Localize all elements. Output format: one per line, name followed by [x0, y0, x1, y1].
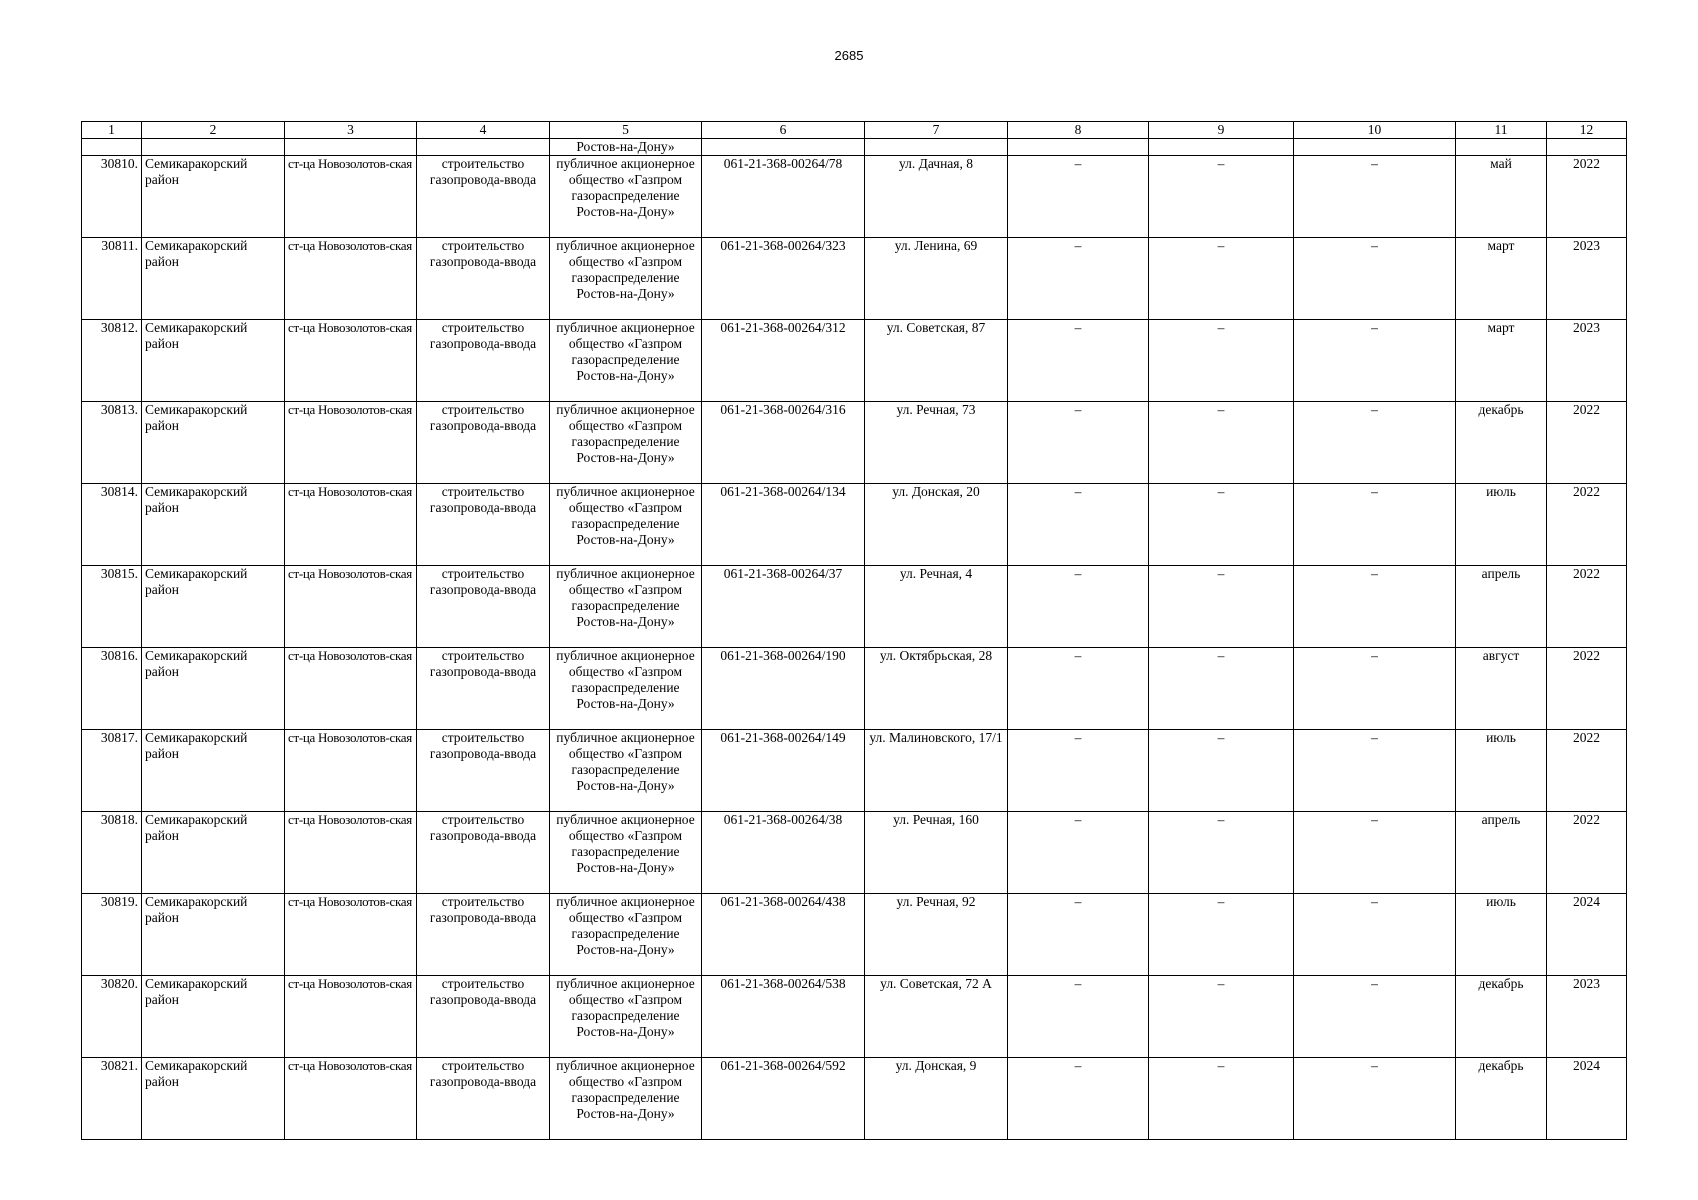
column-8-cell: – [1008, 894, 1149, 976]
column-9-cell: – [1149, 812, 1294, 894]
row-number: 30811. [82, 238, 142, 320]
organization-cell: публичное акционерное общество «Газпром газораспределение Ростов-на-Дону» [550, 730, 702, 812]
organization-cell: публичное акционерное общество «Газпром газораспределение Ростов-на-Дону» [550, 402, 702, 484]
work-type-cell: строительство газопровода-ввода [417, 976, 550, 1058]
column-9-cell: – [1149, 566, 1294, 648]
column-8-cell: – [1008, 1058, 1149, 1140]
column-8-cell: – [1008, 730, 1149, 812]
column-10-cell: – [1294, 238, 1456, 320]
year-cell: 2022 [1547, 484, 1627, 566]
column-8-cell: – [1008, 402, 1149, 484]
district-cell: Семикаракорский район [142, 566, 285, 648]
code-cell: 061-21-368-00264/149 [702, 730, 865, 812]
month-cell: июль [1456, 894, 1547, 976]
organization-cell: публичное акционерное общество «Газпром газораспределение Ростов-на-Дону» [550, 1058, 702, 1140]
code-cell: 061-21-368-00264/37 [702, 566, 865, 648]
table-cell [1294, 139, 1456, 156]
organization-cell: публичное акционерное общество «Газпром газораспределение Ростов-на-Дону» [550, 976, 702, 1058]
column-10-cell: – [1294, 1058, 1456, 1140]
row-number: 30817. [82, 730, 142, 812]
work-type-cell: строительство газопровода-ввода [417, 812, 550, 894]
month-cell: июль [1456, 730, 1547, 812]
year-cell: 2022 [1547, 402, 1627, 484]
settlement-cell: ст-ца Новозолотов-ская [285, 320, 417, 402]
table-cell [1547, 139, 1627, 156]
address-cell: ул. Советская, 72 А [865, 976, 1008, 1058]
code-cell: 061-21-368-00264/134 [702, 484, 865, 566]
work-type-cell: строительство газопровода-ввода [417, 894, 550, 976]
year-cell: 2022 [1547, 156, 1627, 238]
table-row [82, 156, 1627, 238]
column-number-row [82, 122, 1627, 139]
column-8-cell: – [1008, 566, 1149, 648]
settlement-cell: ст-ца Новозолотов-ская [285, 484, 417, 566]
work-type-cell: строительство газопровода-ввода [417, 156, 550, 238]
column-header: 1 [82, 122, 142, 139]
year-cell: 2023 [1547, 976, 1627, 1058]
district-cell: Семикаракорский район [142, 402, 285, 484]
year-cell: 2022 [1547, 566, 1627, 648]
work-type-cell: строительство газопровода-ввода [417, 238, 550, 320]
column-header: 4 [417, 122, 550, 139]
month-cell: декабрь [1456, 402, 1547, 484]
organization-cell: публичное акционерное общество «Газпром газораспределение Ростов-на-Дону» [550, 320, 702, 402]
year-cell: 2022 [1547, 648, 1627, 730]
organization-cell: публичное акционерное общество «Газпром газораспределение Ростов-на-Дону» [550, 566, 702, 648]
district-cell: Семикаракорский район [142, 484, 285, 566]
address-cell: ул. Малиновского, 17/1 [865, 730, 1008, 812]
address-cell: ул. Октябрьская, 28 [865, 648, 1008, 730]
row-number: 30815. [82, 566, 142, 648]
address-cell: ул. Речная, 92 [865, 894, 1008, 976]
column-header: 5 [550, 122, 702, 139]
month-cell: апрель [1456, 566, 1547, 648]
column-8-cell: – [1008, 976, 1149, 1058]
table-cell [1456, 139, 1547, 156]
organization-cell: публичное акционерное общество «Газпром газораспределение Ростов-на-Дону» [550, 238, 702, 320]
settlement-cell: ст-ца Новозолотов-ская [285, 894, 417, 976]
table-cell [1149, 139, 1294, 156]
month-cell: август [1456, 648, 1547, 730]
column-10-cell: – [1294, 812, 1456, 894]
table-cell [865, 139, 1008, 156]
work-type-cell: строительство газопровода-ввода [417, 484, 550, 566]
year-cell: 2022 [1547, 812, 1627, 894]
table-cell [82, 139, 142, 156]
month-cell: май [1456, 156, 1547, 238]
code-cell: 061-21-368-00264/312 [702, 320, 865, 402]
table-cell [285, 139, 417, 156]
code-cell: 061-21-368-00264/323 [702, 238, 865, 320]
year-cell: 2024 [1547, 1058, 1627, 1140]
column-header: 11 [1456, 122, 1547, 139]
work-type-cell: строительство газопровода-ввода [417, 730, 550, 812]
settlement-cell: ст-ца Новозолотов-ская [285, 156, 417, 238]
column-8-cell: – [1008, 320, 1149, 402]
column-8-cell: – [1008, 238, 1149, 320]
row-number: 30818. [82, 812, 142, 894]
column-header: 8 [1008, 122, 1149, 139]
code-cell: 061-21-368-00264/316 [702, 402, 865, 484]
address-cell: ул. Речная, 4 [865, 566, 1008, 648]
work-type-cell: строительство газопровода-ввода [417, 648, 550, 730]
settlement-cell: ст-ца Новозолотов-ская [285, 730, 417, 812]
table-row [82, 730, 1627, 812]
work-type-cell: строительство газопровода-ввода [417, 320, 550, 402]
year-cell: 2023 [1547, 238, 1627, 320]
district-cell: Семикаракорский район [142, 812, 285, 894]
column-header: 10 [1294, 122, 1456, 139]
column-10-cell: – [1294, 320, 1456, 402]
table-cell [1008, 139, 1149, 156]
year-cell: 2023 [1547, 320, 1627, 402]
code-cell: 061-21-368-00264/190 [702, 648, 865, 730]
row-number: 30810. [82, 156, 142, 238]
district-cell: Семикаракорский район [142, 320, 285, 402]
code-cell: 061-21-368-00264/38 [702, 812, 865, 894]
table-cell [142, 139, 285, 156]
month-cell: март [1456, 238, 1547, 320]
column-9-cell: – [1149, 484, 1294, 566]
column-9-cell: – [1149, 730, 1294, 812]
row-number: 30820. [82, 976, 142, 1058]
column-header: 12 [1547, 122, 1627, 139]
table-cell [417, 139, 550, 156]
work-type-cell: строительство газопровода-ввода [417, 566, 550, 648]
work-type-cell: строительство газопровода-ввода [417, 402, 550, 484]
table-cell [702, 139, 865, 156]
column-9-cell: – [1149, 238, 1294, 320]
table-row [82, 320, 1627, 402]
column-10-cell: – [1294, 156, 1456, 238]
district-cell: Семикаракорский район [142, 730, 285, 812]
table-row [82, 894, 1627, 976]
settlement-cell: ст-ца Новозолотов-ская [285, 238, 417, 320]
code-cell: 061-21-368-00264/592 [702, 1058, 865, 1140]
settlement-cell: ст-ца Новозолотов-ская [285, 648, 417, 730]
table-row [82, 402, 1627, 484]
settlement-cell: ст-ца Новозолотов-ская [285, 812, 417, 894]
column-9-cell: – [1149, 156, 1294, 238]
month-cell: апрель [1456, 812, 1547, 894]
row-number: 30812. [82, 320, 142, 402]
code-cell: 061-21-368-00264/538 [702, 976, 865, 1058]
month-cell: декабрь [1456, 976, 1547, 1058]
address-cell: ул. Речная, 160 [865, 812, 1008, 894]
continuation-row [82, 139, 1627, 156]
table-row [82, 238, 1627, 320]
page-number: 2685 [834, 48, 864, 63]
address-cell: ул. Речная, 73 [865, 402, 1008, 484]
district-cell: Семикаракорский район [142, 1058, 285, 1140]
organization-cell: публичное акционерное общество «Газпром газораспределение Ростов-на-Дону» [550, 648, 702, 730]
row-number: 30821. [82, 1058, 142, 1140]
address-cell: ул. Донская, 20 [865, 484, 1008, 566]
column-10-cell: – [1294, 566, 1456, 648]
table-row [82, 1058, 1627, 1140]
column-8-cell: – [1008, 648, 1149, 730]
column-8-cell: – [1008, 812, 1149, 894]
column-header: 2 [142, 122, 285, 139]
column-header: 6 [702, 122, 865, 139]
column-9-cell: – [1149, 648, 1294, 730]
table-row [82, 648, 1627, 730]
column-9-cell: – [1149, 402, 1294, 484]
column-10-cell: – [1294, 648, 1456, 730]
settlement-cell: ст-ца Новозолотов-ская [285, 976, 417, 1058]
year-cell: 2024 [1547, 894, 1627, 976]
column-10-cell: – [1294, 730, 1456, 812]
table-row [82, 976, 1627, 1058]
organization-cell: публичное акционерное общество «Газпром газораспределение Ростов-на-Дону» [550, 812, 702, 894]
district-cell: Семикаракорский район [142, 238, 285, 320]
settlement-cell: ст-ца Новозолотов-ская [285, 1058, 417, 1140]
code-cell: 061-21-368-00264/438 [702, 894, 865, 976]
settlement-cell: ст-ца Новозолотов-ская [285, 402, 417, 484]
table-row [82, 566, 1627, 648]
column-9-cell: – [1149, 894, 1294, 976]
month-cell: июль [1456, 484, 1547, 566]
district-cell: Семикаракорский район [142, 894, 285, 976]
column-8-cell: – [1008, 156, 1149, 238]
continuation-org: Ростов-на-Дону» [550, 139, 702, 156]
row-number: 30813. [82, 402, 142, 484]
column-9-cell: – [1149, 320, 1294, 402]
column-10-cell: – [1294, 976, 1456, 1058]
address-cell: ул. Ленина, 69 [865, 238, 1008, 320]
code-cell: 061-21-368-00264/78 [702, 156, 865, 238]
column-header: 3 [285, 122, 417, 139]
table-row [82, 812, 1627, 894]
row-number: 30814. [82, 484, 142, 566]
district-cell: Семикаракорский район [142, 648, 285, 730]
organization-cell: публичное акционерное общество «Газпром газораспределение Ростов-на-Дону» [550, 894, 702, 976]
column-8-cell: – [1008, 484, 1149, 566]
column-header: 7 [865, 122, 1008, 139]
organization-cell: публичное акционерное общество «Газпром газораспределение Ростов-на-Дону» [550, 484, 702, 566]
column-10-cell: – [1294, 484, 1456, 566]
column-10-cell: – [1294, 402, 1456, 484]
address-cell: ул. Донская, 9 [865, 1058, 1008, 1140]
settlement-cell: ст-ца Новозолотов-ская [285, 566, 417, 648]
month-cell: март [1456, 320, 1547, 402]
address-cell: ул. Дачная, 8 [865, 156, 1008, 238]
table-row [82, 484, 1627, 566]
organization-cell: публичное акционерное общество «Газпром газораспределение Ростов-на-Дону» [550, 156, 702, 238]
column-9-cell: – [1149, 976, 1294, 1058]
work-type-cell: строительство газопровода-ввода [417, 1058, 550, 1140]
column-10-cell: – [1294, 894, 1456, 976]
column-header: 9 [1149, 122, 1294, 139]
address-cell: ул. Советская, 87 [865, 320, 1008, 402]
month-cell: декабрь [1456, 1058, 1547, 1140]
district-cell: Семикаракорский район [142, 976, 285, 1058]
row-number: 30816. [82, 648, 142, 730]
column-9-cell: – [1149, 1058, 1294, 1140]
row-number: 30819. [82, 894, 142, 976]
district-cell: Семикаракорский район [142, 156, 285, 238]
registry-table [81, 121, 1627, 1140]
year-cell: 2022 [1547, 730, 1627, 812]
